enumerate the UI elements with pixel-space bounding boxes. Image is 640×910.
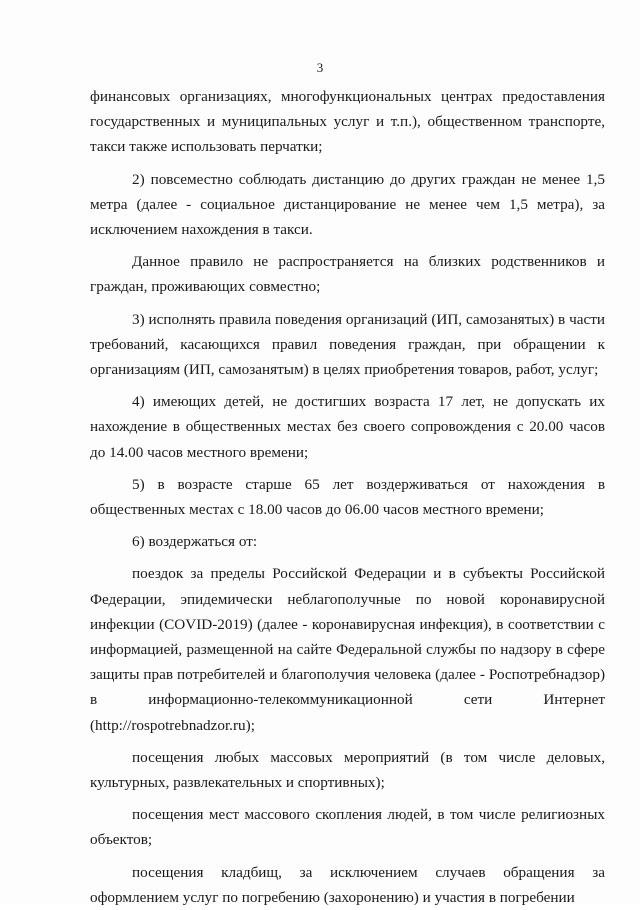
paragraph-item-4: 4) имеющих детей, не достигших возраста 17 лет, не допускать их нахождение в общественных местах без своего сопровождения с 20.00 часов до 14.00 часов местного времени;	[90, 393, 605, 461]
paragraph-events: посещения любых массовых мероприятий (в том числе деловых, культурных, развлекательных и спортивных);	[90, 748, 605, 792]
paragraph-rule-note: Данное правило не распространяется на близких родственников и граждан, проживающих совместно;	[90, 253, 605, 296]
paragraph-item-6: 6) воздержаться от:	[132, 533, 258, 551]
paragraph-travel: поездок за пределы Российской Федерации и в субъекты Российской Федерации, эпидемически неблагополучные по новой коронавирусной инфекции (COVID-2019) (далее - коронавирусная инфекция), в соответствии с информацией, размещенной на сайте Федеральной службы по надзору в сфере защиты прав потребителей и благополучия человека (далее - Роспотребнадзор) в информационно-телекоммуникационной сети Интернет (http://rospotrebnadzor.ru);	[90, 565, 605, 734]
paragraph-continuation: финансовых организациях, многофункциональных центрах предоставления государственных и муниципальных услуг и т.п.), общественном транспорте, такси также использовать перчатки;	[90, 88, 605, 156]
paragraph-item-3: 3) исполнять правила поведения организаций (ИП, самозанятых) в части требований, касающихся правил поведения граждан, при обращении к организациям (ИП, самозанятым) в целях приобретения товаров, работ, услуг;	[90, 310, 605, 379]
paragraph-item-2: 2) повсеместно соблюдать дистанцию до других граждан не менее 1,5 метра (далее - социальное дистанцирование не менее чем 1,5 метра), за исключением нахождения в такси.	[90, 170, 605, 239]
page-number: 3	[316, 60, 324, 75]
paragraph-cemeteries: посещения кладбищ, за исключением случаев обращения за оформлением услуг по погребению (захоронению) и участия в погребении	[90, 863, 605, 906]
document-body	[90, 84, 605, 910]
paragraph-crowds: посещения мест массового скопления людей, в том числе религиозных объектов;	[90, 806, 605, 849]
paragraph-item-5: 5) в возрасте старше 65 лет воздерживаться от нахождения в общественных местах с 18.00 часов до 06.00 часов местного времени;	[90, 475, 605, 519]
